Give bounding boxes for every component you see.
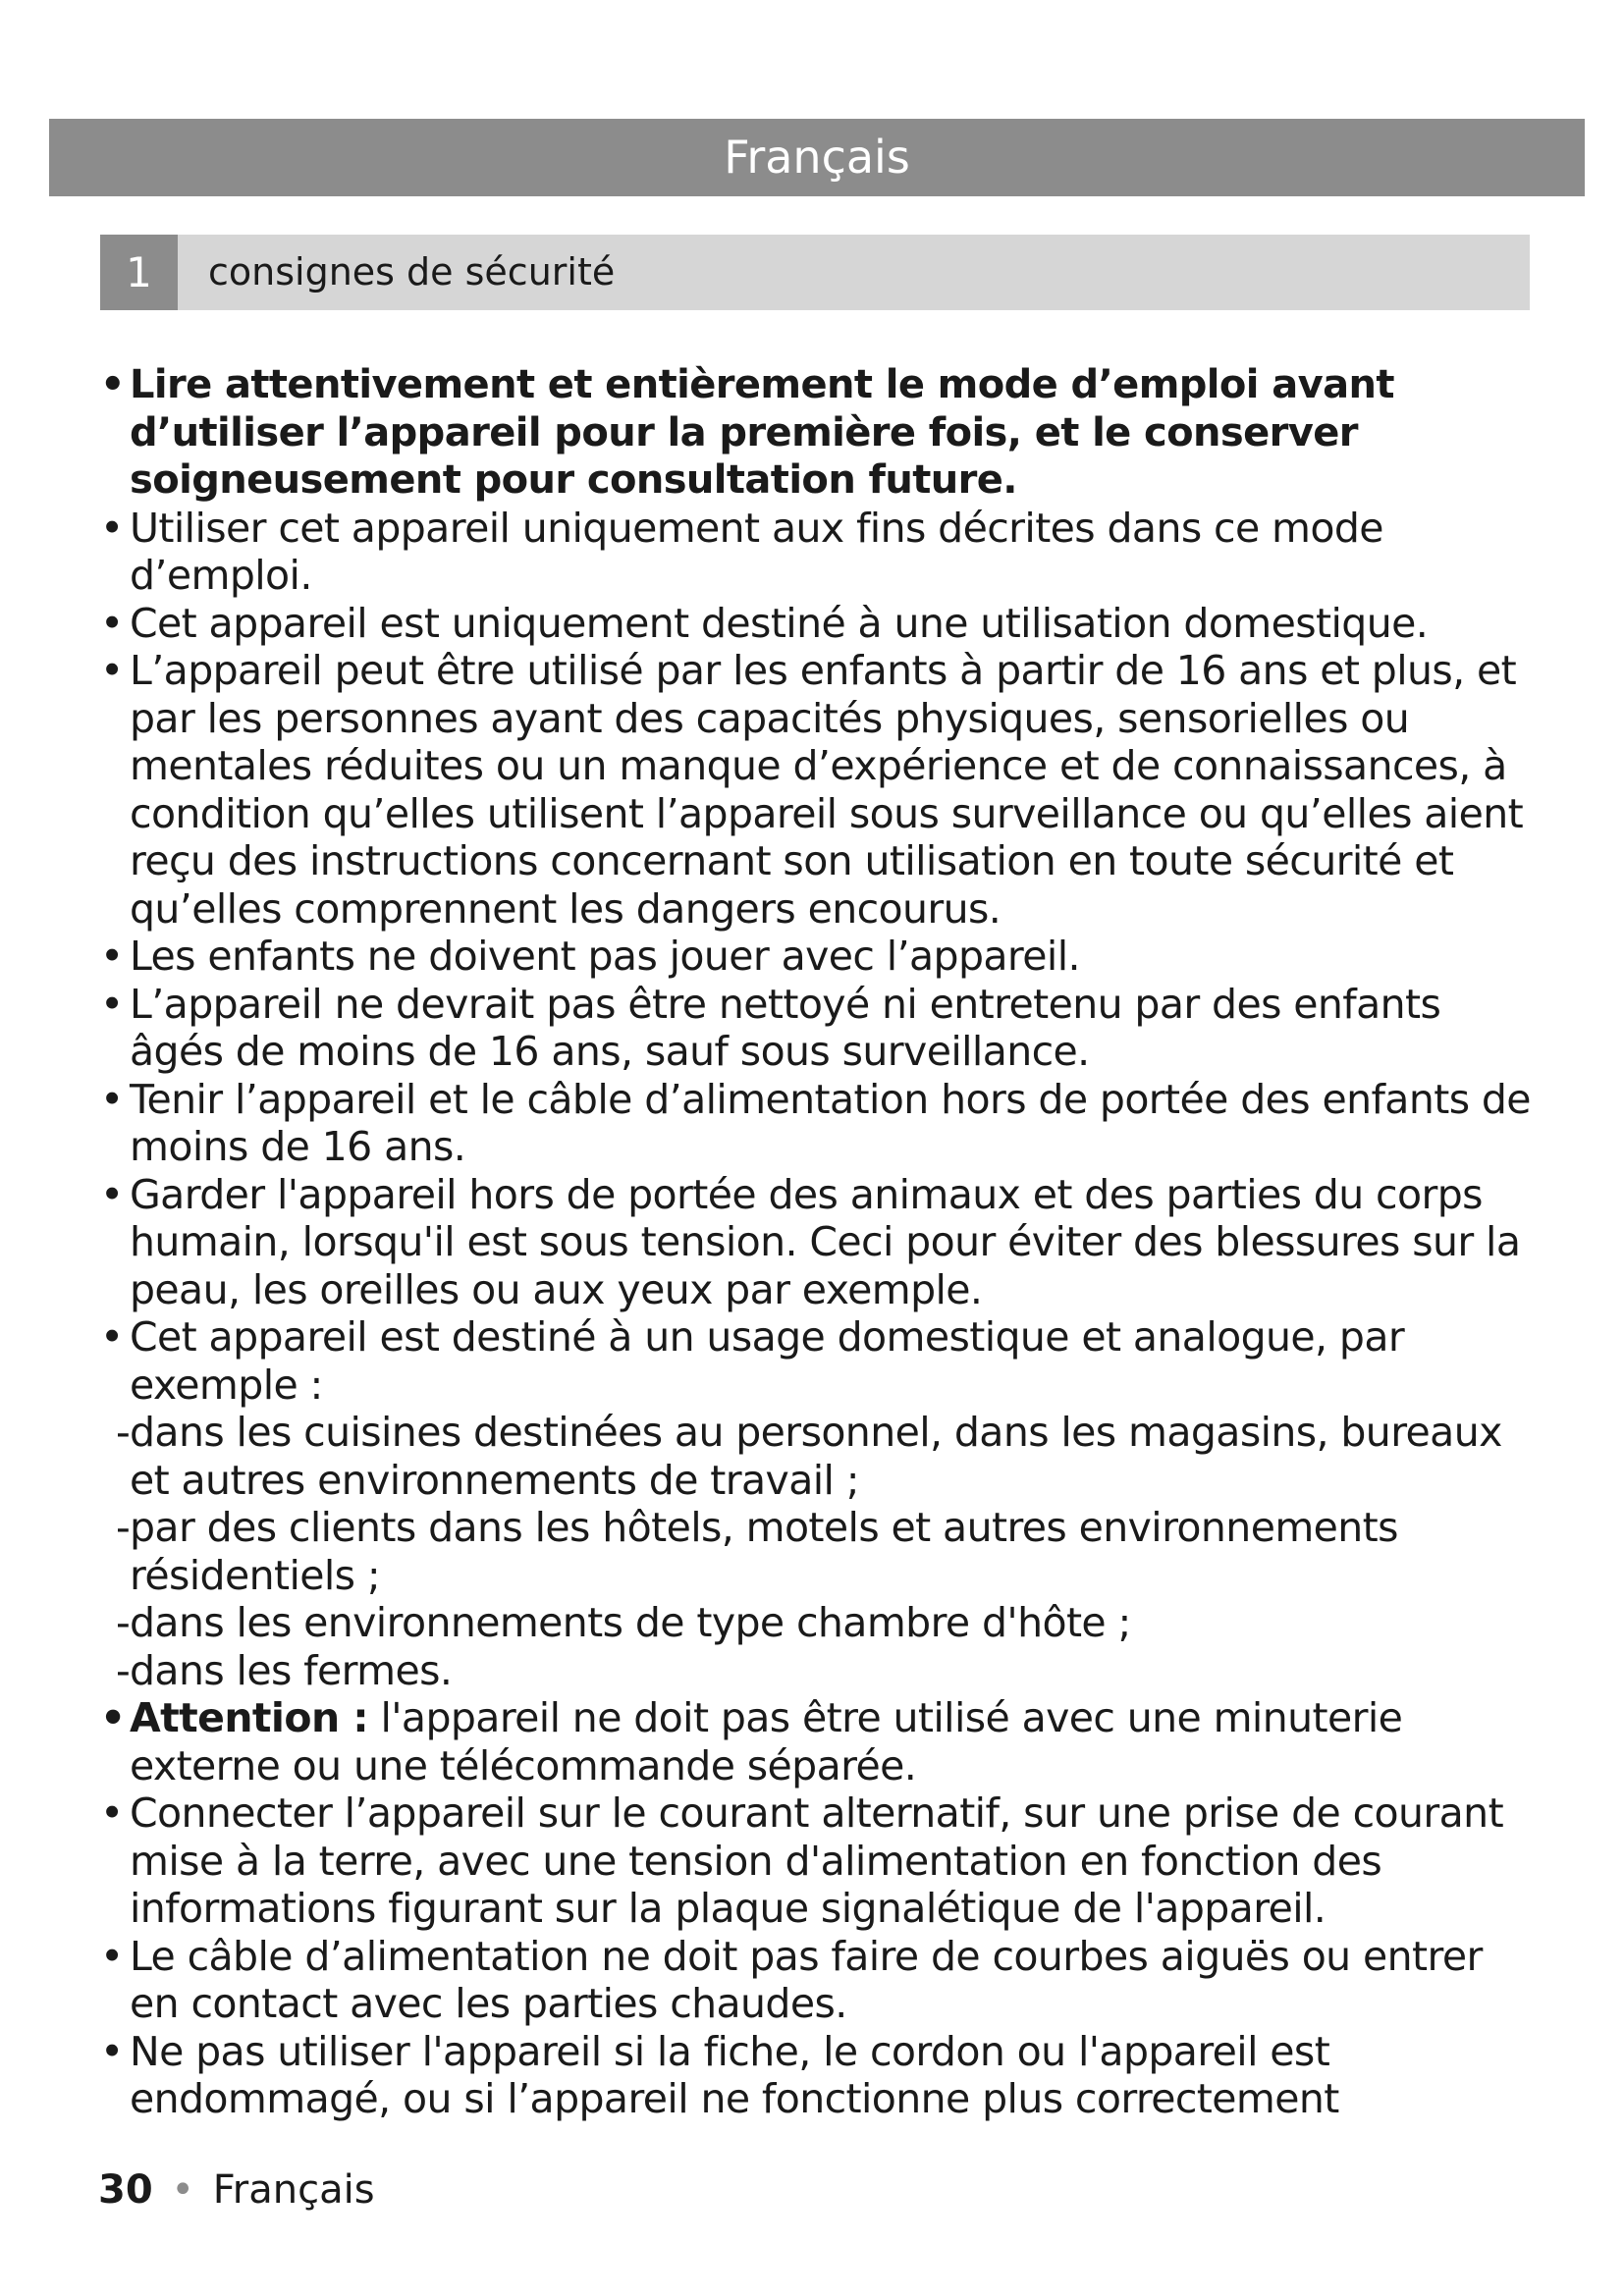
list-item [98, 647, 1542, 933]
bullet-icon: • [100, 1694, 126, 1741]
list-item-text: Cet appareil est uniquement destiné à une utilisation domestique. [130, 599, 1429, 647]
list-item [98, 2028, 1542, 2123]
list-item [98, 1694, 1542, 1789]
sub-list-item-text: dans les environnements de type chambre d'hôte ; [130, 1599, 1131, 1646]
footer-separator: • [171, 2167, 194, 2213]
page-number: 30 [98, 2167, 153, 2213]
attention-label: Attention : [130, 1694, 369, 1741]
list-item [98, 1789, 1542, 1933]
bullet-icon: • [100, 1170, 124, 1218]
list-item-text: l'appareil ne doit pas être utilisé avec une minuterie externe ou une télécommande séparée. [130, 1694, 1403, 1789]
bullet-icon: • [100, 1932, 124, 1980]
dash-icon: - [116, 1409, 131, 1456]
bullet-icon: • [100, 1789, 124, 1837]
bullet-icon: • [100, 1313, 124, 1361]
page-footer [98, 2165, 375, 2215]
section-heading [100, 235, 1530, 310]
bullet-icon: • [100, 362, 125, 407]
list-item-text: L’appareil ne devrait pas être nettoyé ni entretenu par des enfants âgés de moins de 16 ans, sauf sous surveillance. [130, 980, 1441, 1075]
dash-icon: - [116, 1646, 131, 1694]
sub-list-item [98, 1599, 1542, 1647]
section-number: 1 [100, 235, 178, 310]
list-item [98, 1933, 1542, 2028]
list-item [98, 1076, 1542, 1171]
list-item-text: Garder l'appareil hors de portée des animaux et des parties du corps humain, lorsqu'il est sous tension. Ceci pour éviter des blessures sur la peau, les oreilles ou aux yeux par exemple. [130, 1170, 1521, 1313]
bullet-icon: • [100, 933, 124, 980]
bullet-icon: • [100, 599, 124, 647]
language-header: Français [49, 119, 1585, 196]
footer-language: Français [212, 2167, 375, 2213]
dash-icon: - [116, 1599, 131, 1646]
list-item-text: L’appareil peut être utilisé par les enfants à partir de 16 ans et plus, et par les personnes ayant des capacités physiques, sensorielles ou mentales réduites ou un manque d’expérience et de connaissances, à condition qu’elles utilisent l’appareil sous surveillance ou qu’elles aient reçu des instructions concernant son utilisation en toute sécurité et qu’elles comprennent les dangers encourus. [130, 647, 1524, 933]
safety-instructions-list [98, 361, 1542, 2123]
list-item-text: Le câble d’alimentation ne doit pas faire de courbes aiguës ou entrer en contact avec les parties chaudes. [130, 1932, 1483, 2027]
list-item [98, 981, 1542, 1076]
bullet-icon: • [100, 647, 124, 694]
sub-list-item [98, 1409, 1542, 1504]
bullet-icon: • [100, 504, 124, 552]
list-item [98, 600, 1542, 648]
list-item-text: Utiliser cet appareil uniquement aux fins décrites dans ce mode d’emploi. [130, 504, 1383, 599]
list-item [98, 1313, 1542, 1409]
list-item [98, 1171, 1542, 1314]
list-item-text: Lire attentivement et entièrement le mode d’emploi avant d’utiliser l’appareil pour la première fois, et le conserver soigneusement pour consultation future. [130, 362, 1394, 503]
sub-list-item [98, 1647, 1542, 1695]
sub-list-item-text: par des clients dans les hôtels, motels et autres environnements résidentiels ; [130, 1504, 1398, 1599]
list-item-text: Connecter l’appareil sur le courant alternatif, sur une prise de courant mise à la terre, avec une tension d'alimentation en fonction des informations figurant sur la plaque signalétique de l'appareil. [130, 1789, 1504, 1932]
bullet-icon: • [100, 2027, 124, 2075]
list-item [98, 361, 1542, 505]
bullet-icon: • [100, 1075, 124, 1123]
list-item-text: Tenir l’appareil et le câble d’alimentation hors de portée des enfants de moins de 16 ans. [130, 1075, 1531, 1170]
section-title: consignes de sécurité [208, 250, 616, 294]
list-item-text: Ne pas utiliser l'appareil si la fiche, le cordon ou l'appareil est endommagé, ou si l’appareil ne fonctionne plus correctement [130, 2027, 1339, 2122]
sub-list-item [98, 1504, 1542, 1599]
list-item [98, 505, 1542, 600]
bullet-icon: • [100, 980, 124, 1028]
sub-list-item-text: dans les cuisines destinées au personnel, dans les magasins, bureaux et autres environnements de travail ; [130, 1409, 1502, 1504]
list-item-text: Cet appareil est destiné à un usage domestique et analogue, par exemple : [130, 1313, 1405, 1409]
dash-icon: - [116, 1504, 131, 1551]
sub-list-item-text: dans les fermes. [130, 1646, 453, 1694]
list-item [98, 933, 1542, 981]
list-item-text: Les enfants ne doivent pas jouer avec l’appareil. [130, 933, 1080, 980]
